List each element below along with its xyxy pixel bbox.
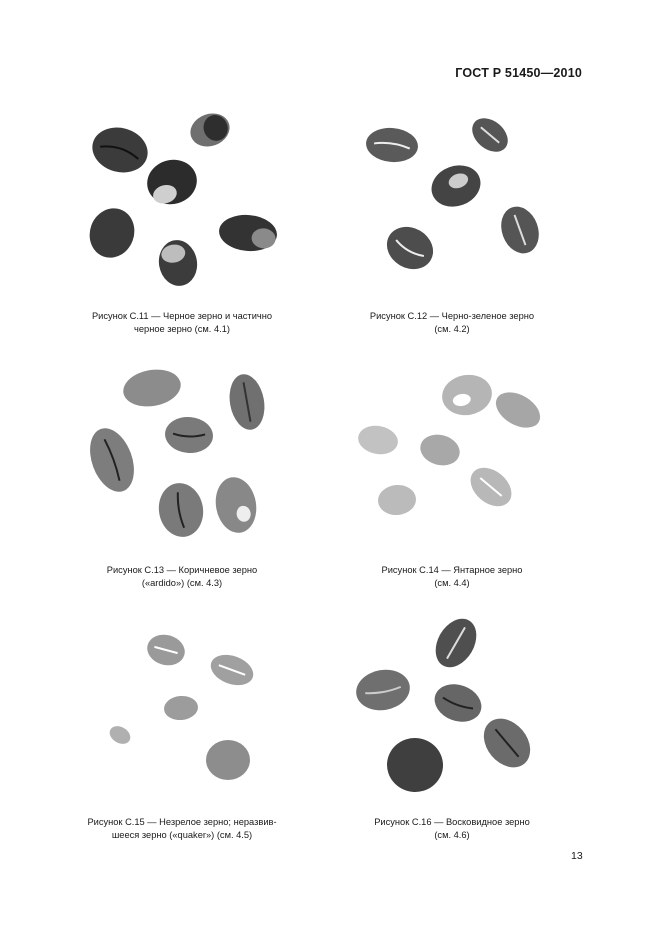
coffee-bean [83, 202, 141, 264]
coffee-bean [218, 213, 279, 254]
figure-c14-caption [322, 564, 582, 589]
coffee-bean [186, 108, 235, 152]
figure-c15-caption [52, 816, 312, 841]
coffee-bean [225, 371, 268, 432]
coffee-bean [106, 723, 133, 748]
coffee-bean [490, 385, 547, 435]
caption-line: (см. 4.6) [434, 829, 470, 840]
coffee-bean [417, 430, 463, 469]
figure-c13-image [50, 360, 310, 585]
caption-line: Рисунок С.16 — Восковидное зерно [374, 817, 530, 827]
coffee-bean [120, 365, 183, 411]
coffee-bean [385, 736, 445, 795]
caption-line: Рисунок С.13 — Коричневое зерно [106, 565, 258, 575]
figure-c11-image [50, 100, 310, 325]
caption-line: Рисунок С.12 — Черно-зеленое зерно [369, 311, 535, 321]
coffee-bean [142, 154, 202, 209]
coffee-bean [206, 740, 250, 780]
coffee-bean [365, 126, 420, 164]
caption-line: Рисунок С.11 — Черное зерно и частично [91, 311, 273, 321]
coffee-bean [356, 423, 400, 458]
caption-line: шееся зерно («quaker») (см. 4.5) [111, 829, 253, 840]
caption-line: (см. 4.2) [434, 323, 470, 334]
coffee-bean [377, 483, 417, 516]
coffee-bean [474, 709, 539, 776]
figure-c13-caption [52, 564, 312, 589]
coffee-bean [87, 122, 152, 179]
figure-c15-image [50, 615, 310, 840]
caption-line: Рисунок С.15 — Незрелое зерно; неразвив- [87, 817, 277, 827]
coffee-bean [495, 201, 545, 258]
page-number: 13 [571, 850, 583, 862]
coffee-bean [426, 159, 487, 214]
figure-c12-image [340, 100, 600, 325]
coffee-bean [353, 666, 413, 715]
caption-line: («ardido») (см. 4.3) [141, 577, 223, 588]
coffee-bean [463, 460, 519, 514]
coffee-bean [466, 111, 515, 158]
coffee-bean [429, 678, 486, 728]
figure-c14-image [340, 360, 600, 585]
coffee-bean [155, 480, 208, 541]
coffee-bean [427, 615, 484, 675]
coffee-bean [155, 237, 200, 289]
figure-c12-caption [322, 310, 582, 335]
figure-c16-caption [322, 816, 582, 841]
coffee-bean [164, 415, 215, 455]
figure-c11-caption [52, 310, 312, 335]
coffee-bean [207, 649, 258, 690]
document-header: ГОСТ Р 51450—2010 [455, 66, 582, 80]
coffee-bean [163, 695, 199, 722]
coffee-bean [379, 219, 441, 278]
coffee-bean [439, 371, 495, 419]
coffee-bean [144, 631, 188, 670]
coffee-bean [211, 474, 260, 536]
figure-c16-image [340, 615, 600, 840]
caption-line: Рисунок С.14 — Янтарное зерно [381, 565, 523, 575]
caption-line: (см. 4.4) [434, 577, 470, 588]
coffee-bean [82, 422, 142, 498]
caption-line: черное зерно (см. 4.1) [134, 323, 230, 334]
